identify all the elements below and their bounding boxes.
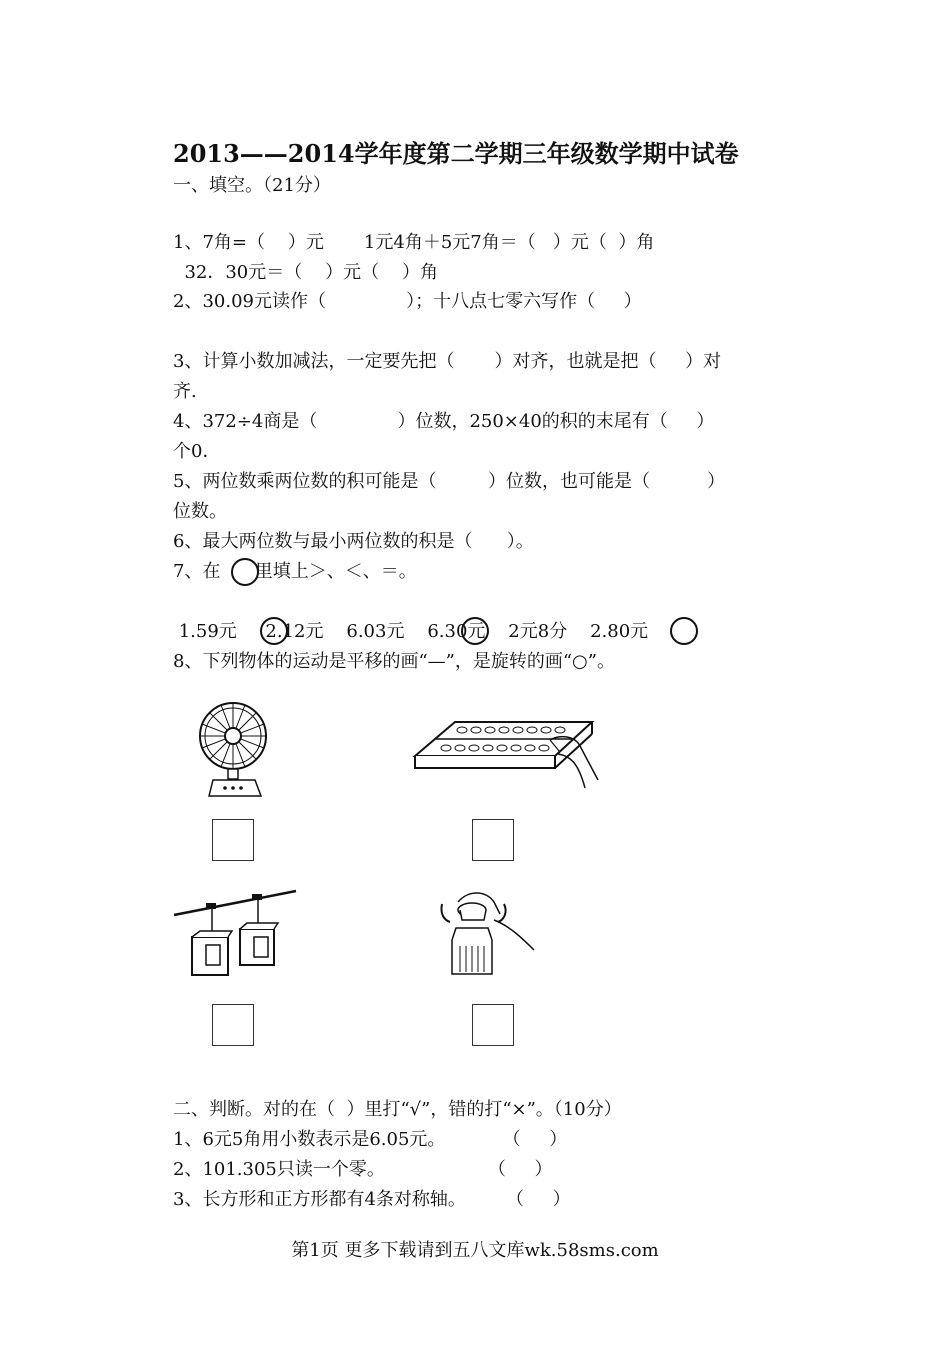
question-5-line-1: 5、两位数乘两位数的积可能是（ ）位数，也可能是（ ） (173, 471, 726, 492)
question-6: 6、最大两位数与最小两位数的积是（ ）。 (173, 531, 534, 552)
comparison-circle-example (231, 558, 259, 586)
judgement-1: 1、6元5角用小数表示是6.05元。 （ ） (173, 1129, 568, 1150)
question-1-line-2: 32．30元＝（ ）元（ ）角 (173, 262, 439, 283)
judgement-2: 2、101.305只读一个零。 （ ） (173, 1159, 553, 1180)
question-7: 7、在 里填上＞、＜、＝。 (173, 561, 417, 582)
answer-box-bottle-cap[interactable] (472, 1004, 514, 1046)
question-5-line-2: 位数。 (173, 501, 227, 522)
question-3-line-1: 3、计算小数加减法，一定要先把（ ）对齐，也就是把（ ）对 (173, 351, 722, 372)
answer-box-cable-car[interactable] (212, 1004, 254, 1046)
question-7-comparisons: 1.59元 2.12元 6.03元 6.30元 2元8分 2.80元 (173, 621, 649, 642)
electric-fan-image (195, 700, 275, 800)
section2-heading: 二、判断。对的在（ ）里打“√”，错的打“×”。（10分） (173, 1099, 622, 1120)
question-1-line-1: 1、7角=（ ）元 1元4角＋5元7角＝（ ）元（ ）角 (173, 232, 655, 253)
comparison-circle-2[interactable] (461, 617, 489, 645)
comparison-circle-3[interactable] (670, 617, 698, 645)
page-title: 2013——2014学年度第二学期三年级数学期中试卷 (173, 139, 739, 168)
question-2: 2、30.09元读作（ ）；十八点七零六写作（ ） (173, 291, 642, 312)
question-4-line-1: 4、372÷4商是（ ）位数，250×40的积的末尾有（ ） (173, 411, 715, 432)
comparison-circle-1[interactable] (260, 617, 288, 645)
section1-heading: 一、填空。（21分） (173, 175, 331, 196)
answer-box-fan[interactable] (212, 819, 254, 861)
bottle-cap-image (438, 880, 542, 976)
abacus-image (410, 708, 600, 796)
cable-car-image (172, 885, 300, 980)
answer-box-abacus[interactable] (472, 819, 514, 861)
question-8: 8、下列物体的运动是平移的画“—”，是旋转的画“○”。 (173, 651, 615, 672)
question-4-line-2: 个0． (173, 441, 221, 462)
page-footer: 第1页 更多下载请到五八文库wk.58sms.com (291, 1240, 659, 1261)
question-3-line-2: 齐. (173, 381, 197, 402)
judgement-3: 3、长方形和正方形都有4条对称轴。 （ ） (173, 1189, 571, 1210)
